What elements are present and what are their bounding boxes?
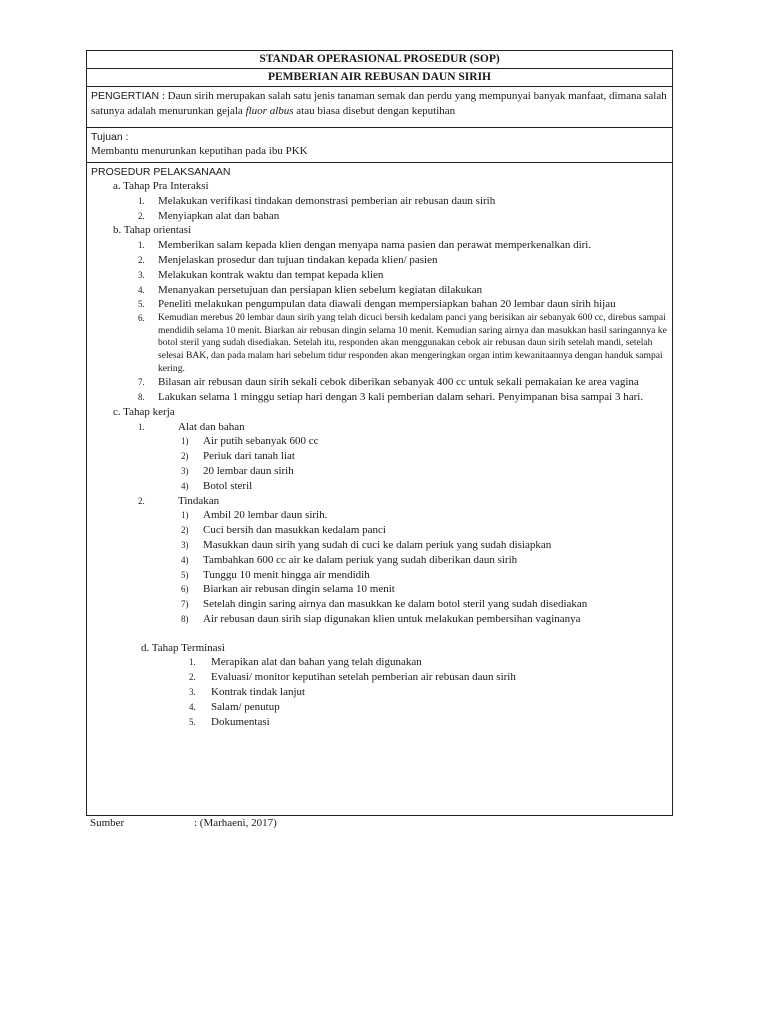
section-c-title: c. Tahap kerja (113, 405, 175, 418)
source-citation (90, 817, 277, 829)
list-item: 8. Lakukan selama 1 minggu setiap hari dengan 3 kali pemberian dalam sehari. Penyimpanan bisa sampai 3 hari. (138, 390, 644, 403)
list-item: 5. Peneliti melakukan pengumpulan data diawali dengan mempersiapkan bahan 20 lembar daun sirih hijau (138, 298, 616, 311)
pengertian-label: PENGERTIAN (91, 90, 160, 102)
list-item: 1) Ambil 20 lembar daun sirih. (181, 509, 328, 522)
section-d-title: d. Tahap Terminasi (141, 641, 225, 654)
tindakan-title: 2. Tindakan (138, 494, 220, 507)
tujuan-label: Tujuan : (91, 131, 129, 143)
pengertian-italic-term: fluor albus (245, 105, 294, 117)
list-item: 2) Cuci bersih dan masukkan kedalam panci (181, 524, 386, 537)
section-b-title: b. Tahap orientasi (113, 224, 192, 237)
list-item: 1. Melakukan verifikasi tindakan demonstrasi pemberian air rebusan daun sirih (138, 194, 496, 207)
list-item: 7) Setelah dingin saring airnya dan masukkan ke dalam botol steril yang sudah disediakan (181, 598, 588, 611)
pengertian-text-end: atau biasa disebut dengan keputihan (293, 105, 456, 117)
pengertian-text: : Daun sirih merupakan salah satu jenis tanaman semak dan perdu yang mempunyai banyak manfaat, dimana salah satunya adalah menurunkan gejala (91, 90, 667, 117)
list-item: 1. Memberikan salam kepada klien dengan menyapa nama pasien dan perawat memperkenalkan diri. (138, 239, 592, 252)
tujuan-text: Membantu menurunkan keputihan pada ibu PKK (91, 145, 308, 157)
list-item: 5) Tunggu 10 menit hingga air mendidih (181, 568, 370, 581)
source-label: Sumber (90, 817, 125, 829)
list-item: 4) Tambahkan 600 cc air ke dalam periuk yang sudah diberikan daun sirih (181, 553, 518, 566)
list-item: 8) Air rebusan daun sirih siap digunakan klien untuk melakukan pembersihan vaginanya (181, 612, 581, 625)
sop-title: STANDAR OPERASIONAL PROSEDUR (SOP) (87, 51, 672, 69)
list-item: 1. Merapikan alat dan bahan yang telah digunakan (189, 656, 422, 669)
sop-subtitle: PEMBERIAN AIR REBUSAN DAUN SIRIH (87, 69, 672, 87)
list-item: 4) Botol steril (181, 479, 253, 492)
list-item: 2. Menyiapkan alat dan bahan (138, 209, 280, 222)
list-item: 5. Dokumentasi (189, 715, 270, 728)
section-d (91, 641, 668, 730)
list-item: 7. Bilasan air rebusan daun sirih sekali cebok diberikan sebanyak 400 cc untuk sekali pemakaian ke area vagina (138, 376, 639, 389)
source-value: : (Marhaeni, 2017) (194, 817, 277, 829)
list-item: 1) Air putih sebanyak 600 cc (181, 435, 319, 448)
list-item: 3) 20 lembar daun sirih (181, 464, 294, 477)
prosedur-label: PROSEDUR PELAKSANAAN (91, 166, 231, 178)
list-item: 3. Melakukan kontrak waktu dan tempat kepada klien (138, 268, 384, 281)
list-item: 6. Kemudian merebus 20 lembar daun sirih yang telah dicuci bersih kedalam panci yang berisikan air sebanyak 600 cc, direbus sampai mendidih selama 10 menit. Biarkan air rebusan dingin selama 10 menit. Kemudian saring airnya dan masukkan hasil saringannya ke botol steril yang sudah disediakan. Setelah itu, responden akan menggunakan cebok air rebusan daun sirih setelah mandi, setelah selesai BAK, dan pada malam hari sebelum tidur responden akan mengeringkan organ intim kewanitaannya dengan handuk sampai kering. (138, 312, 667, 374)
prosedur-section (87, 163, 672, 815)
pengertian-section (87, 87, 672, 128)
sop-table (86, 50, 673, 816)
alat-bahan-title: 1. Alat dan bahan (138, 420, 245, 433)
list-item: 2) Periuk dari tanah liat (181, 450, 295, 463)
tujuan-section (87, 128, 672, 163)
list-item: 3) Masukkan daun sirih yang sudah di cuci ke dalam periuk yang sudah disiapkan (181, 538, 552, 551)
list-item: 2. Menjelaskan prosedur dan tujuan tindakan kepada klien/ pasien (138, 253, 438, 266)
list-item: 3. Kontrak tindak lanjut (189, 686, 306, 699)
list-item: 6) Biarkan air rebusan dingin selama 10 menit (181, 583, 395, 596)
list-item: 4. Menanyakan persetujuan dan persiapan klien sebelum kegiatan dilakukan (138, 283, 483, 296)
list-item: 2. Evaluasi/ monitor keputihan setelah pemberian air rebusan daun sirih (189, 671, 516, 684)
section-a-title: a. Tahap Pra Interaksi (113, 180, 209, 192)
list-item: 4. Salam/ penutup (189, 700, 280, 713)
